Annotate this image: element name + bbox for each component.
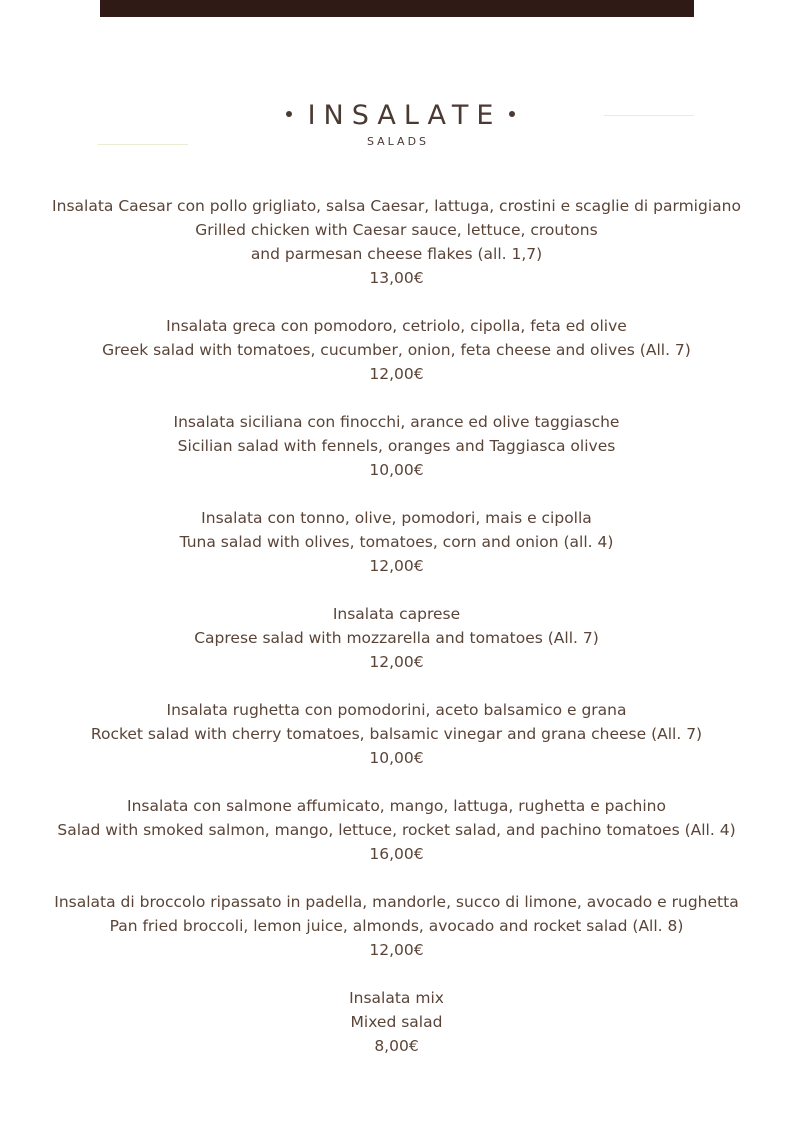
menu-item [0,698,793,770]
dish-description: Mixed salad [350,1013,443,1031]
dish-name: Insalata di broccolo ripassato in padella, mandorle, succo di limone, avocado e rughetta [54,893,739,911]
dish-name: Insalata con tonno, olive, pomodori, mais e cipolla [201,509,592,527]
bullet-dot-icon [509,111,515,117]
dish-price: 16,00€ [369,845,424,863]
dish-description: Tuna salad with olives, tomatoes, corn and onion (all. 4) [179,533,614,551]
section-title: INSALATE [307,100,502,131]
menu-item [0,410,793,482]
dish-description: Salad with smoked salmon, mango, lettuce, rocket salad, and pachino tomatoes (All. 4) [57,821,736,839]
dish-price: 12,00€ [369,365,424,383]
dish-description: Rocket salad with cherry tomatoes, balsamic vinegar and grana cheese (All. 7) [90,725,703,743]
top-banner-bar [100,0,694,17]
menu-item [0,890,793,962]
dish-description: Greek salad with tomatoes, cucumber, onion, feta cheese and olives (All. 7) [102,341,691,359]
section-title-row [8,98,793,134]
dish-description: and parmesan cheese flakes (all. 1,7) [250,245,543,263]
dish-name: Insalata mix [349,989,444,1007]
menu-item [0,194,793,290]
dish-description: Grilled chicken with Caesar sauce, lettuce, croutons [195,221,598,239]
dish-name: Insalata rughetta con pomodorini, aceto balsamico e grana [166,701,627,719]
dish-price: 12,00€ [369,557,424,575]
menu-list [0,194,793,1082]
dish-name: Insalata con salmone affumicato, mango, lattuga, rughetta e pachino [127,797,666,815]
dish-description: Pan fried broccoli, lemon juice, almonds, avocado and rocket salad (All. 8) [109,917,684,935]
dish-price: 8,00€ [374,1037,419,1055]
dish-name: Insalata siciliana con finocchi, arance ed olive taggiasche [173,413,620,431]
dish-name: Insalata Caesar con pollo grigliato, salsa Caesar, lattuga, crostini e scaglie di parmigiano [52,197,741,215]
dish-description: Caprese salad with mozzarella and tomatoes (All. 7) [194,629,599,647]
dish-price: 13,00€ [369,269,424,287]
menu-item [0,314,793,386]
bullet-dot-icon [286,111,292,117]
dish-price: 10,00€ [369,461,424,479]
menu-item [0,506,793,578]
section-header [0,98,793,149]
dish-name: Insalata caprese [332,605,461,623]
dish-description: Sicilian salad with fennels, oranges and Taggiasca olives [177,437,616,455]
dish-price: 10,00€ [369,749,424,767]
dish-price: 12,00€ [369,941,424,959]
menu-item [0,794,793,866]
menu-item [0,602,793,674]
menu-item [0,986,793,1058]
dish-price: 12,00€ [369,653,424,671]
dish-name: Insalata greca con pomodoro, cetriolo, cipolla, feta ed olive [166,317,627,335]
section-subtitle: SALADS [366,135,430,148]
